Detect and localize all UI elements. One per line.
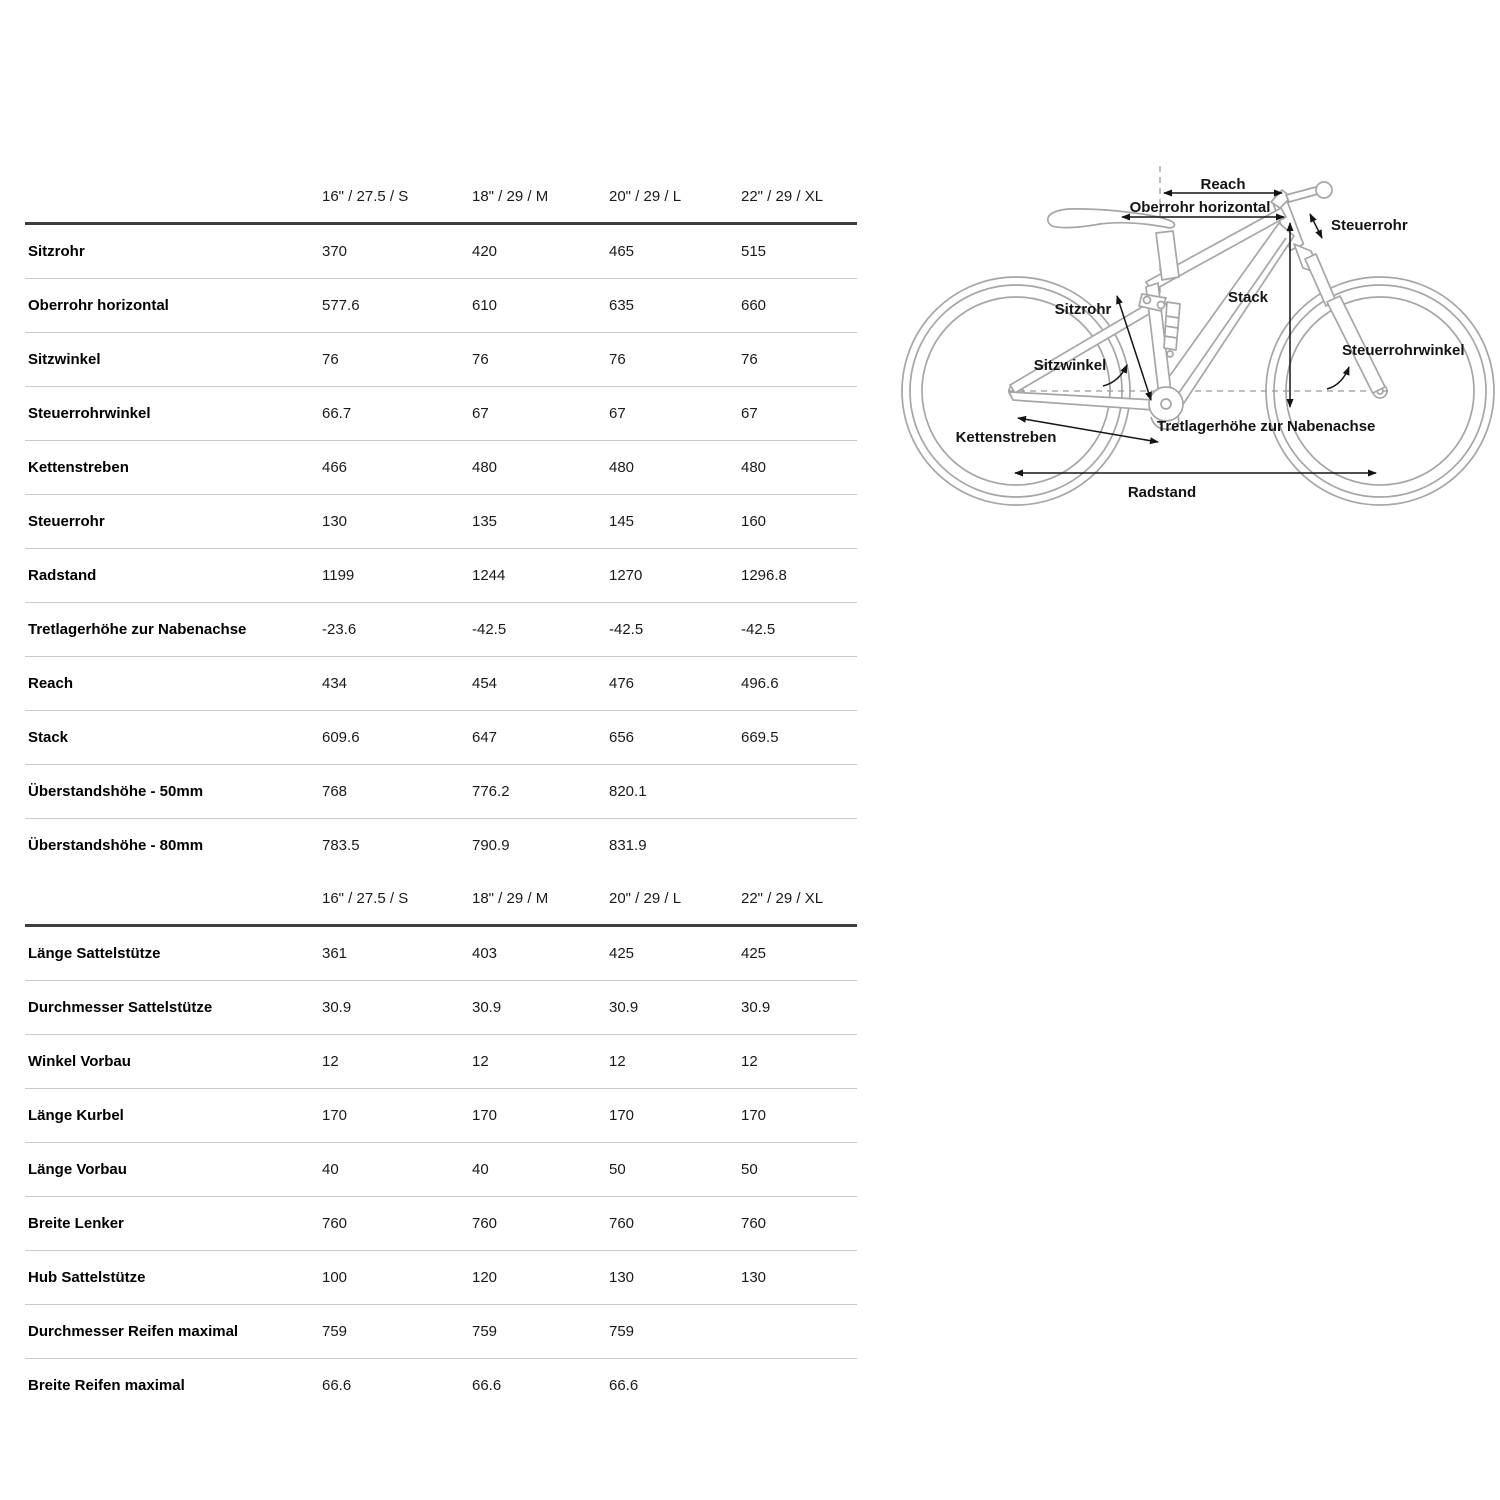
cell-value: 67	[741, 405, 758, 422]
geometry-rows-section	[25, 224, 857, 873]
rocker-pivot	[1158, 302, 1165, 309]
diagram-label-radstand: Radstand	[1127, 484, 1197, 501]
cell-value: 515	[741, 243, 767, 260]
cell-value: 50	[609, 1161, 626, 1178]
cell-value: 130	[609, 1269, 635, 1286]
cell-value: 135	[472, 513, 498, 530]
cell-value: 66.6	[322, 1377, 352, 1394]
table-row	[25, 819, 857, 873]
table-row	[25, 1143, 857, 1197]
geometry-table	[25, 170, 857, 1412]
cell-value: 100	[322, 1269, 348, 1286]
steuerrohrwinkel-arc	[1327, 367, 1349, 389]
cell-value: 50	[741, 1161, 758, 1178]
size-header-cell-empty	[25, 872, 322, 926]
cell-value	[741, 1305, 857, 1359]
cell-value: 783.5	[322, 837, 360, 854]
cell-value: 635	[609, 297, 635, 314]
row-label: Tretlagerhöhe zur Nabenachse	[28, 621, 247, 638]
table-row	[25, 603, 857, 657]
cell-value: 820.1	[609, 783, 647, 800]
front-wheel	[1266, 277, 1494, 505]
cell-value: 12	[322, 1053, 339, 1070]
cell-value: 759	[322, 1323, 348, 1340]
row-label: Steuerrohrwinkel	[28, 405, 151, 422]
row-label: Durchmesser Reifen maximal	[28, 1323, 239, 1340]
handlebar	[1286, 187, 1318, 202]
cell-value: 170	[472, 1107, 498, 1124]
size-header-row-1	[25, 170, 857, 224]
cell-value	[741, 1359, 857, 1413]
diagram-label-reach: Reach	[1200, 176, 1246, 193]
table-row	[25, 549, 857, 603]
cell-value: 1244	[472, 567, 506, 584]
cell-value: 76	[322, 351, 339, 368]
cell-value: 130	[741, 1269, 767, 1286]
cell-value: 760	[609, 1215, 635, 1232]
diagram-label-kettenstreben: Kettenstreben	[955, 429, 1057, 446]
diagram-label-steuerrohrwinkel: Steuerrohrwinkel	[1342, 342, 1465, 359]
cell-value: 30.9	[322, 999, 352, 1016]
cell-value: 66.7	[322, 405, 352, 422]
row-label: Länge Vorbau	[28, 1161, 127, 1178]
cell-value: -23.6	[322, 621, 357, 638]
cell-value: 12	[609, 1053, 626, 1070]
size-header-cell-empty	[25, 170, 322, 224]
cell-value: 610	[472, 297, 498, 314]
diagram-label-steuerrohr: Steuerrohr	[1331, 217, 1408, 234]
table-row	[25, 224, 857, 279]
cell-value: 776.2	[472, 783, 510, 800]
steuerrohr-arrow	[1310, 214, 1322, 238]
cell-value: 454	[472, 675, 498, 692]
cell-value: -42.5	[472, 621, 507, 638]
row-label: Breite Lenker	[28, 1215, 124, 1232]
table-row	[25, 872, 857, 926]
row-label: Oberrohr horizontal	[28, 297, 169, 314]
cell-value: 160	[741, 513, 767, 530]
row-label: Länge Kurbel	[28, 1107, 124, 1124]
cell-value: 480	[741, 459, 767, 476]
cell-value: 759	[609, 1323, 635, 1340]
table-row	[25, 657, 857, 711]
cell-value: 67	[609, 405, 626, 422]
row-label: Kettenstreben	[28, 459, 129, 476]
row-label: Länge Sattelstütze	[28, 945, 161, 962]
size-header-cell: 18" / 29 / M	[472, 187, 549, 205]
cell-value: 12	[741, 1053, 758, 1070]
table-row	[25, 170, 857, 224]
diagram-label-sitzwinkel: Sitzwinkel	[1033, 357, 1107, 374]
cell-value: 480	[609, 459, 635, 476]
cell-value: 496.6	[741, 675, 779, 692]
cell-value: 66.6	[472, 1377, 502, 1394]
diagram-label-sitzrohr: Sitzrohr	[1054, 301, 1112, 318]
cell-value: 66.6	[609, 1377, 639, 1394]
bike-geometry-diagram	[890, 150, 1500, 535]
fork-stanchion	[1305, 254, 1336, 306]
cell-value: 30.9	[609, 999, 639, 1016]
cell-value: 40	[472, 1161, 489, 1178]
cell-value	[741, 765, 857, 819]
cell-value: 760	[322, 1215, 348, 1232]
cell-value: 1270	[609, 567, 643, 584]
cell-value: 768	[322, 783, 348, 800]
row-label: Hub Sattelstütze	[28, 1269, 146, 1286]
cell-value: -42.5	[741, 621, 776, 638]
cell-value: 660	[741, 297, 767, 314]
table-row	[25, 765, 857, 819]
cell-value: 361	[322, 945, 348, 962]
table-row	[25, 333, 857, 387]
row-label: Stack	[28, 729, 69, 746]
row-label: Reach	[28, 675, 74, 692]
table-row	[25, 495, 857, 549]
cell-value: 434	[322, 675, 348, 692]
cell-value: 831.9	[609, 837, 647, 854]
size-header-row-2	[25, 872, 857, 926]
size-header-cell: 22" / 29 / XL	[741, 187, 824, 205]
cell-value: 12	[472, 1053, 489, 1070]
cell-value: 145	[609, 513, 635, 530]
cell-value: 170	[322, 1107, 348, 1124]
table-row	[25, 1305, 857, 1359]
size-header-cell: 18" / 29 / M	[472, 889, 549, 907]
cell-value: 40	[322, 1161, 339, 1178]
size-header-cell: 22" / 29 / XL	[741, 889, 824, 907]
cell-value: 790.9	[472, 837, 510, 854]
cell-value: 420	[472, 243, 498, 260]
shock-eye	[1167, 351, 1173, 357]
cell-value: -42.5	[609, 621, 644, 638]
cell-value: 759	[472, 1323, 498, 1340]
cell-value: 425	[741, 945, 767, 962]
cell-value: 465	[609, 243, 635, 260]
diagram-label-tretlagerhoehe: Tretlagerhöhe zur Nabenachse	[1157, 418, 1376, 435]
diagram-label-oberrohr-horizontal: Oberrohr horizontal	[1129, 199, 1271, 216]
cell-value: 1296.8	[741, 567, 787, 584]
row-label: Steuerrohr	[28, 513, 105, 530]
row-label: Überstandshöhe - 80mm	[28, 837, 204, 854]
cell-value: 76	[609, 351, 626, 368]
table-row	[25, 279, 857, 333]
table-row	[25, 1197, 857, 1251]
cell-value: 669.5	[741, 729, 779, 746]
seatpost	[1156, 231, 1179, 280]
cell-value: 30.9	[741, 999, 771, 1016]
size-header-cell: 16" / 27.5 / S	[322, 889, 409, 907]
cell-value: 170	[609, 1107, 635, 1124]
cell-value: 466	[322, 459, 348, 476]
row-label: Sitzwinkel	[28, 351, 101, 368]
cell-value: 170	[741, 1107, 767, 1124]
cell-value: 30.9	[472, 999, 502, 1016]
cell-value	[741, 819, 857, 873]
cell-value: 67	[472, 405, 489, 422]
cell-value: 1199	[322, 567, 355, 584]
cell-value: 480	[472, 459, 498, 476]
table-row	[25, 926, 857, 981]
cell-value: 130	[322, 513, 348, 530]
rocker-pivot	[1144, 297, 1151, 304]
chainstay	[1009, 392, 1155, 410]
row-label: Durchmesser Sattelstütze	[28, 999, 213, 1016]
cell-value: 403	[472, 945, 498, 962]
cell-value: 609.6	[322, 729, 360, 746]
table-row	[25, 711, 857, 765]
diagram-label-stack: Stack	[1227, 289, 1269, 306]
cell-value: 760	[472, 1215, 498, 1232]
cell-value: 577.6	[322, 297, 360, 314]
table-row	[25, 441, 857, 495]
motor-housing	[1149, 387, 1183, 421]
cell-value: 656	[609, 729, 635, 746]
size-header-cell: 20" / 29 / L	[609, 187, 682, 205]
cell-value: 370	[322, 243, 348, 260]
cell-value: 120	[472, 1269, 498, 1286]
row-label: Breite Reifen maximal	[28, 1377, 185, 1394]
size-header-cell: 20" / 29 / L	[609, 889, 682, 907]
handlebar-grip	[1316, 182, 1332, 198]
table-row	[25, 1035, 857, 1089]
cell-value: 760	[741, 1215, 767, 1232]
size-header-cell: 16" / 27.5 / S	[322, 187, 409, 205]
cell-value: 76	[741, 351, 758, 368]
cell-value: 647	[472, 729, 498, 746]
table-row	[25, 1089, 857, 1143]
cell-value: 425	[609, 945, 635, 962]
table-row	[25, 1359, 857, 1413]
table-row	[25, 1251, 857, 1305]
row-label: Überstandshöhe - 50mm	[28, 783, 204, 800]
row-label: Radstand	[28, 567, 97, 584]
component-rows-section	[25, 926, 857, 1413]
table-row	[25, 387, 857, 441]
cell-value: 76	[472, 351, 489, 368]
table-row	[25, 981, 857, 1035]
cell-value: 476	[609, 675, 635, 692]
row-label: Sitzrohr	[28, 243, 85, 260]
row-label: Winkel Vorbau	[28, 1053, 131, 1070]
